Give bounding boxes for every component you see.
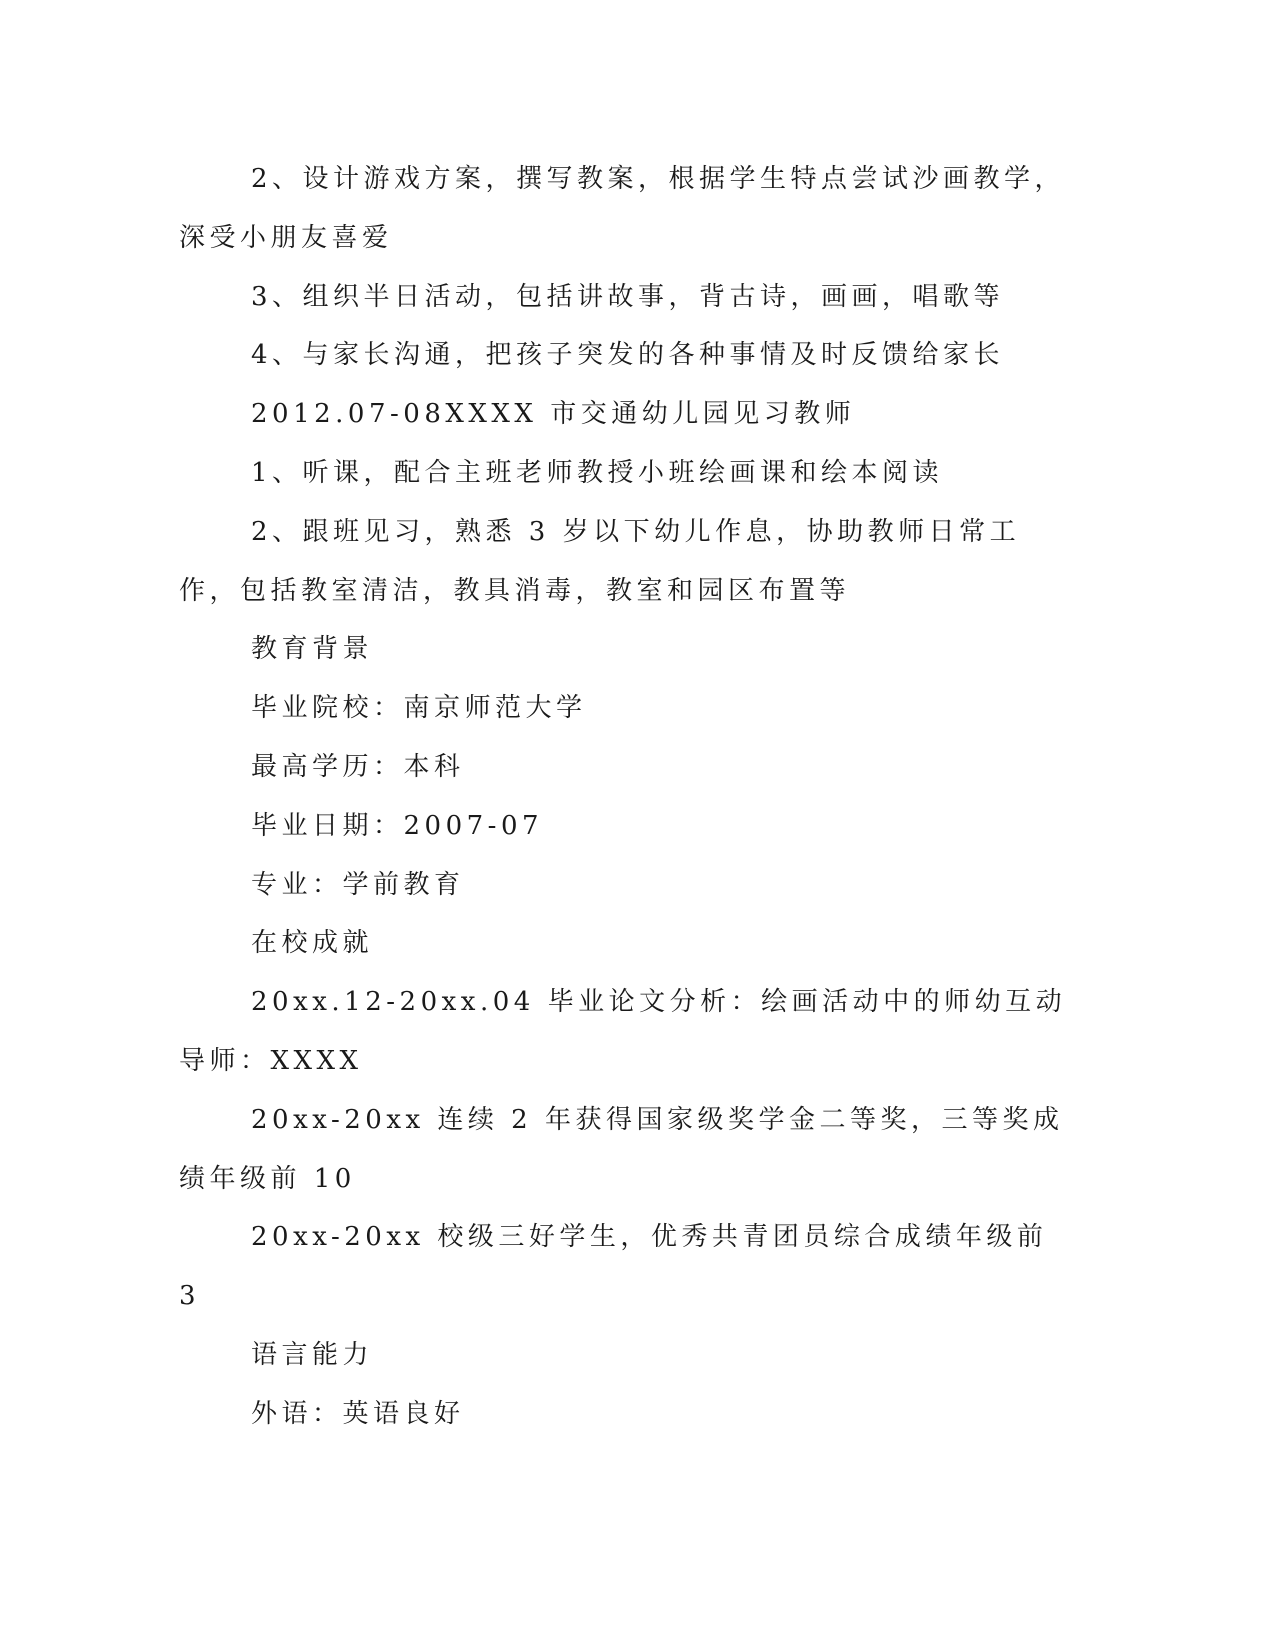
paragraph-duty-3: 3、组织半日活动，包括讲故事，背古诗，画画，唱歌等 [251, 281, 1005, 312]
paragraph-duty-4: 4、与家长沟通，把孩子突发的各种事情及时反馈给家长 [251, 340, 1005, 371]
paragraph-graduation-date: 毕业日期：2007-07 [251, 810, 544, 841]
paragraph-foreign-language: 外语：英语良好 [251, 1398, 465, 1429]
paragraph-thesis: 20xx.12-20xx.04 毕业论文分析：绘画活动中的师幼互动导师：XXXX [179, 987, 1067, 1076]
paragraph-major: 专业：学前教育 [251, 869, 465, 900]
paragraph-scholarship: 20xx-20xx 连续 2 年获得国家级奖学金二等奖，三等奖成绩年级前 10 [179, 1104, 1064, 1194]
paragraph-honors: 20xx-20xx 校级三好学生，优秀共青团员综合成绩年级前 3 [179, 1222, 1048, 1312]
paragraph-internship-heading: 2012.07-08XXXX 市交通幼儿园见习教师 [251, 399, 856, 430]
paragraph-internship-duty-2: 2、跟班见习，熟悉 3 岁以下幼儿作息，协助教师日常工作，包括教室清洁，教具消毒，教室和园区布置等 [179, 516, 1021, 606]
paragraph-school: 毕业院校：南京师范大学 [251, 693, 587, 724]
section-title-achievements: 在校成就 [251, 928, 374, 959]
paragraph-internship-duty-1: 1、听课，配合主班老师教授小班绘画课和绘本阅读 [251, 457, 944, 488]
paragraph-duty-2: 2、设计游戏方案，撰写教案，根据学生特点尝试沙画教学，深受小朋友喜爱 [179, 164, 1066, 253]
section-title-language: 语言能力 [251, 1339, 374, 1370]
section-title-education: 教育背景 [251, 634, 374, 665]
document-body [179, 150, 1079, 1444]
paragraph-degree: 最高学历：本科 [251, 751, 465, 782]
